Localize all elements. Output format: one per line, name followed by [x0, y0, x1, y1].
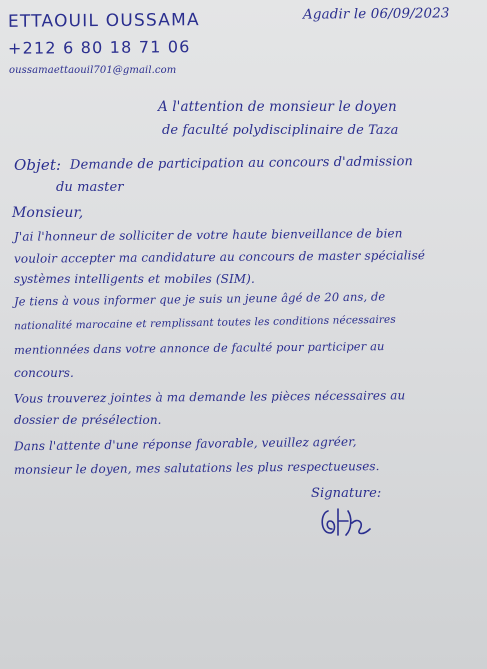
- body-line: systèmes intelligents et mobiles (SIM).: [14, 272, 255, 286]
- body-line: monsieur le doyen, mes salutations les plus respectueuses.: [13, 459, 380, 477]
- body-line: nationalité marocaine et remplissant toutes les conditions nécessaires: [13, 313, 396, 333]
- body-line: Vous trouverez jointes à ma demande les pièces nécessaires au: [13, 388, 406, 406]
- sender-name: ETTAOUIL OUSSAMA: [7, 10, 200, 32]
- body-line: concours.: [14, 366, 74, 380]
- body-line: Je tiens à vous informer que je suis un jeune âgé de 20 ans, de: [13, 289, 386, 309]
- subject-line-1: Demande de participation au concours d'admission: [69, 154, 414, 173]
- signature-label: Signature:: [311, 486, 382, 501]
- recipient-line-1: A l'attention de monsieur le doyen: [158, 99, 397, 115]
- body-line: J'ai l'honneur de solliciter de votre haute bienveillance de bien: [13, 226, 403, 244]
- signature-mark: [318, 503, 378, 543]
- recipient-line-2: de faculté polydisciplinaire de Taza: [162, 123, 399, 138]
- body-line: mentionnées dans votre annonce de faculté pour participer au: [13, 339, 385, 357]
- place-date: Agadir le 06/09/2023: [302, 5, 450, 23]
- sender-email: oussamaettaouil701@gmail.com: [9, 65, 177, 76]
- subject-label: Objet:: [14, 156, 62, 174]
- sender-phone: +212 6 80 18 71 06: [7, 37, 191, 58]
- body-line: dossier de présélection.: [14, 413, 162, 427]
- body-line: vouloir accepter ma candidature au concours de master spécialisé: [13, 248, 426, 266]
- body-line: Dans l'attente d'une réponse favorable, veuillez agréer,: [13, 434, 357, 454]
- subject-line-2: du master: [56, 180, 124, 195]
- salutation: Monsieur,: [12, 205, 84, 221]
